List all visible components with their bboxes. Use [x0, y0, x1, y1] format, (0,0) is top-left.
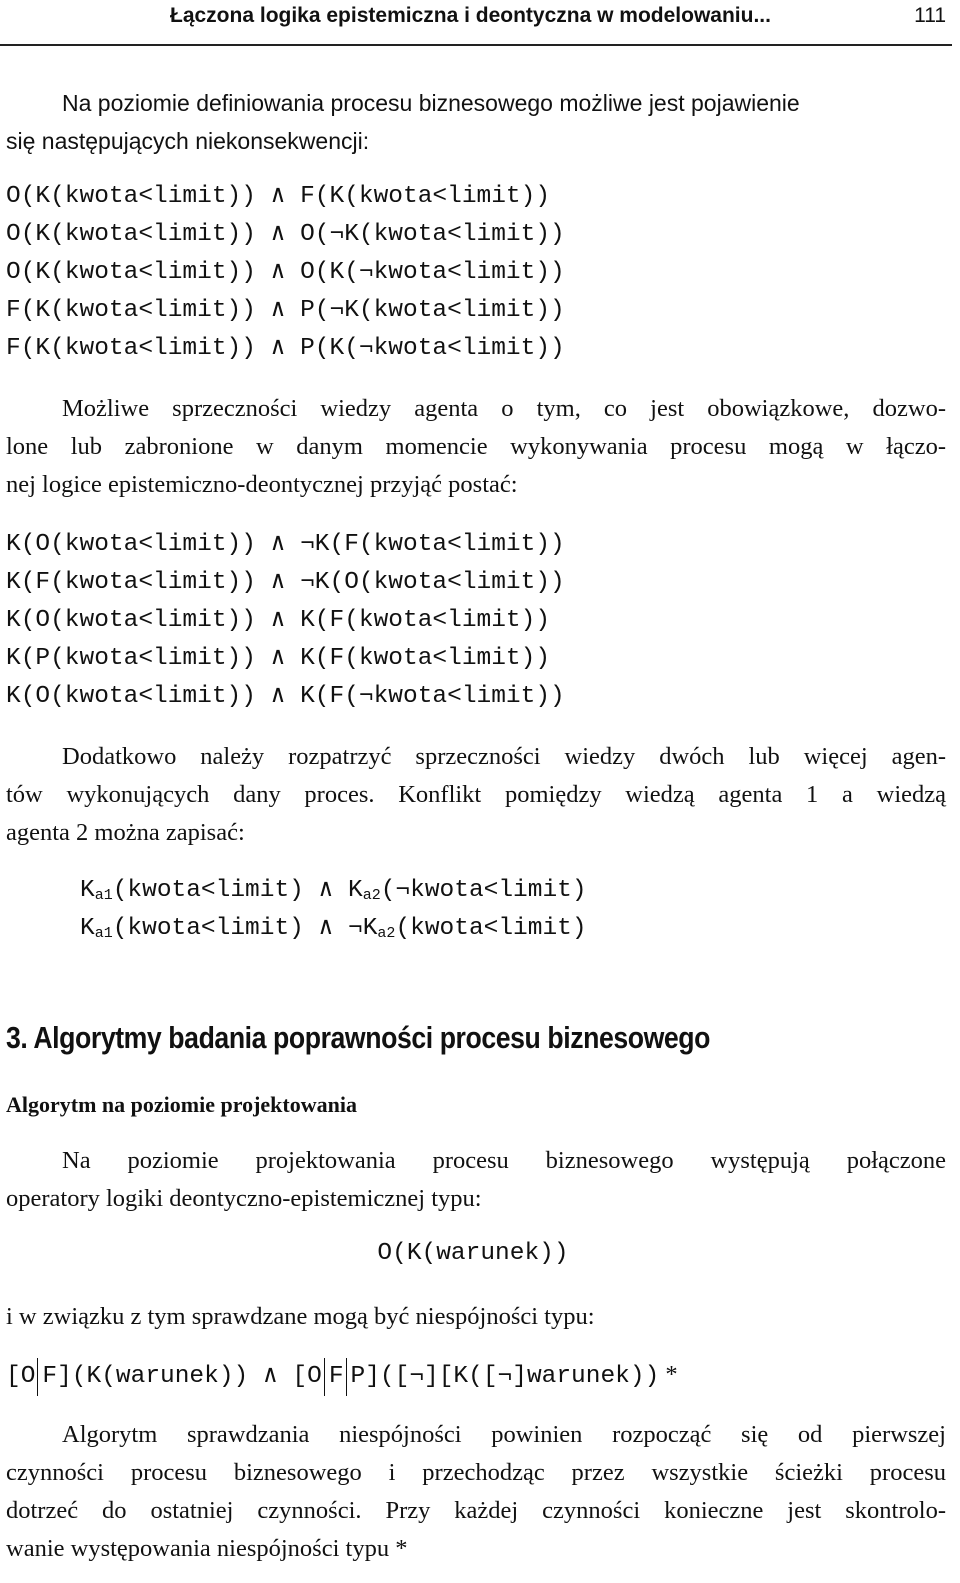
paragraph-line: operatory logiki deontyczno-epistemicznej typu: — [6, 1185, 482, 1212]
header-title: Łączona logika epistemiczna i deontyczna w modelowaniu... — [170, 4, 771, 27]
paragraph-checking — [6, 1298, 946, 1336]
subsection-heading: Algorytm na poziomie projektowania — [6, 1092, 357, 1117]
formula: O(K(kwota<limit)) ∧ F(K(kwota<limit)) — [6, 183, 551, 210]
paragraph-line: Algorytm sprawdzania niespójności powinien rozpocząć się od pierwszej — [62, 1421, 946, 1448]
formula: O(K(kwota<limit)) ∧ O(K(¬kwota<limit)) — [6, 259, 565, 286]
formula: $K_{a1}(kwota<limit)$ ∧ $K_{a2}(\neg kwota<limit)$ — [80, 877, 587, 904]
section-heading: 3. Algorytmy badania poprawności procesu biznesowego — [6, 1020, 711, 1055]
formula-centered: O(K(warunek)) — [377, 1240, 569, 1267]
formula: F(K(kwota<limit)) ∧ P(K(¬kwota<limit)) — [6, 335, 565, 362]
paragraph-contradictions — [6, 390, 946, 504]
formula: K(P(kwota<limit)) ∧ K(F(kwota<limit)) — [6, 645, 551, 672]
paragraph-line: i w związku z tym sprawdzane mogą być niespójności typu: — [6, 1303, 595, 1330]
paragraph-intro — [6, 84, 946, 160]
formula: K(O(kwota<limit)) ∧ ¬K(F(kwota<limit)) — [6, 531, 565, 558]
page-number: 111 — [914, 4, 946, 27]
paragraph-line: dotrzeć do ostatniej czynności. Przy każdej czynności konieczne jest skontrolo- — [6, 1497, 946, 1524]
paragraph-line: Możliwe sprzeczności wiedzy agenta o tym, co jest obowiązkowe, dozwo- — [62, 395, 946, 422]
paragraph-line: Na poziomie projektowania procesu biznesowego występują połączone — [62, 1147, 946, 1174]
paragraph-line: wanie występowania niespójności typu * — [6, 1535, 408, 1562]
paragraph-line: Na poziomie definiowania procesu biznesowego możliwe jest pojawienie — [62, 90, 800, 116]
paragraph-line: nej logice epistemiczno-deontycznej przyjąć postać: — [6, 471, 518, 498]
formula-bracket — [6, 1356, 678, 1394]
formula: K(F(kwota<limit)) ∧ ¬K(O(kwota<limit)) — [6, 569, 565, 596]
paragraph-line: tów wykonujących dany proces. Konflikt pomiędzy wiedzą agenta 1 a wiedzą — [6, 781, 946, 808]
paragraph-algorithm — [6, 1416, 946, 1568]
paragraph-line: Dodatkowo należy rozpatrzyć sprzeczności wiedzy dwóch lub więcej agen- — [62, 743, 946, 770]
formula: $K_{a1}(kwota<limit)$ ∧ $\neg K_{a2}(kwota<limit)$ — [80, 915, 587, 942]
paragraph-line: lone lub zabronione w danym momencie wykonywania procesu mogą w łączo- — [6, 433, 946, 460]
paragraph-line: się następujących niekonsekwencji: — [6, 128, 370, 154]
paragraph-line: agenta 2 można zapisać: — [6, 819, 245, 846]
formula: K(O(kwota<limit)) ∧ K(F(kwota<limit)) — [6, 607, 551, 634]
paragraph-line: czynności procesu biznesowego i przechodząc przez wszystkie ścieżki procesu — [6, 1459, 946, 1486]
paragraph-design-level — [6, 1142, 946, 1218]
paragraph-agents — [6, 738, 946, 852]
formula: [O F](K(warunek)) ∧ [O F P]([¬][K([¬]warunek)) * — [6, 1356, 678, 1394]
formula-list-inconsistencies — [6, 178, 565, 368]
formula-list-agents — [80, 872, 587, 948]
formula-list-knowledge — [6, 526, 565, 716]
formula: O(K(kwota<limit)) ∧ O(¬K(kwota<limit)) — [6, 221, 565, 248]
formula: K(O(kwota<limit)) ∧ K(F(¬kwota<limit)) — [6, 683, 565, 710]
running-header — [0, 0, 952, 46]
formula: F(K(kwota<limit)) ∧ P(¬K(kwota<limit)) — [6, 297, 565, 324]
